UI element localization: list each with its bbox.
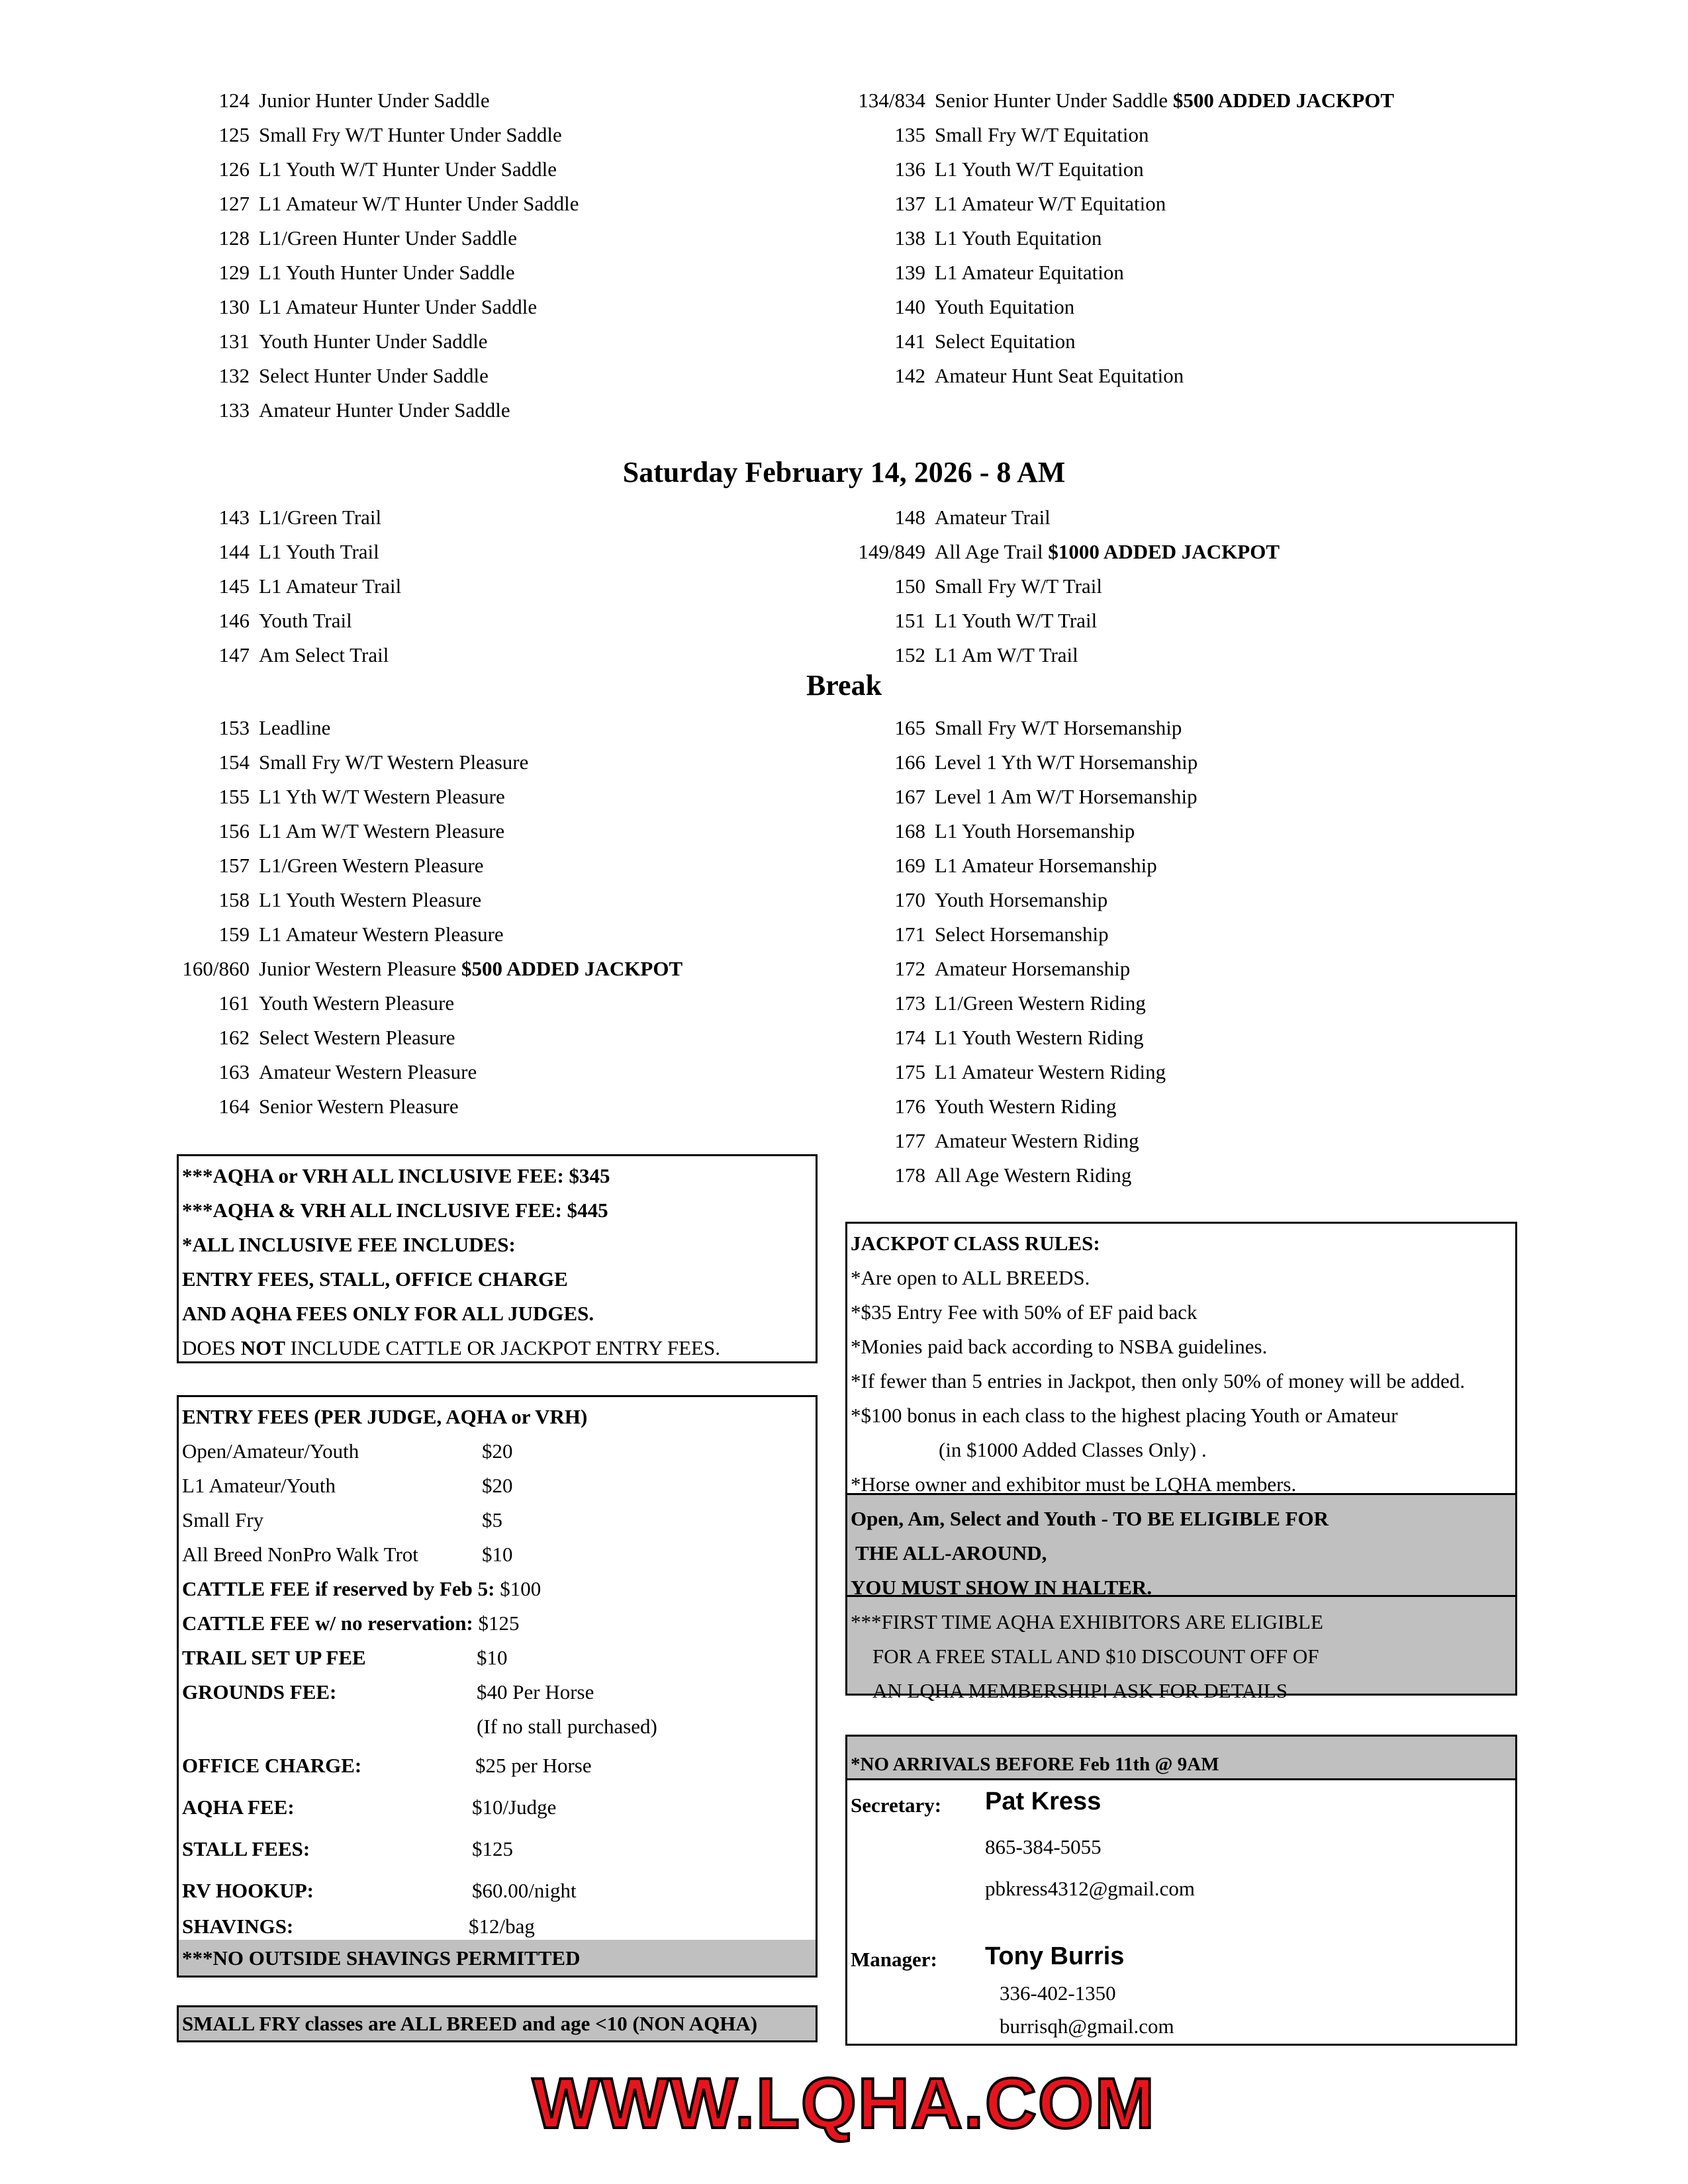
class-row: [846, 158, 1144, 181]
class-number: 178: [894, 1163, 925, 1187]
class-number: 157: [218, 854, 250, 877]
class-row: [846, 574, 1102, 598]
fee-smallfry-value: $5: [482, 1508, 502, 1531]
fee-cattle-reserved: CATTLE FEE if reserved by Feb 5: $100: [182, 1577, 541, 1600]
class-row: [175, 923, 504, 946]
class-name: Small Fry W/T Hunter Under Saddle: [259, 123, 562, 146]
fee-grounds-note: (If no stall purchased): [477, 1715, 657, 1738]
class-number: 169: [894, 854, 925, 877]
class-number: 137: [894, 192, 925, 215]
class-name: L1/Green Trail: [259, 506, 382, 529]
class-name: L1 Youth Equitation: [935, 226, 1102, 250]
class-name: Youth Western Riding: [935, 1095, 1117, 1118]
class-row: [846, 540, 1280, 564]
inclusive-line-4: ENTRY FEES, STALL, OFFICE CHARGE: [182, 1267, 568, 1291]
class-name: Youth Trail: [259, 609, 352, 632]
class-number: 125: [218, 123, 250, 146]
class-number: 135: [894, 123, 925, 146]
class-number: 148: [894, 506, 925, 529]
class-row: [846, 226, 1102, 250]
class-number: 127: [218, 192, 250, 215]
allaround-line-1: Open, Am, Select and Youth - TO BE ELIGIBLE FOR: [851, 1507, 1329, 1530]
fee-cattle-noreserve: CATTLE FEE w/ no reservation: $125: [182, 1612, 520, 1635]
inclusive-line-1: ***AQHA or VRH ALL INCLUSIVE FEE: $345: [182, 1164, 610, 1187]
class-row: [846, 123, 1149, 147]
fee-smallfry-label: Small Fry: [182, 1508, 264, 1531]
class-number: 128: [218, 226, 250, 250]
class-name: Select Western Pleasure: [259, 1026, 455, 1049]
first-time-line-1: ***FIRST TIME AQHA EXHIBITORS ARE ELIGIBLE: [851, 1610, 1323, 1633]
class-name: L1 Amateur Equitation: [935, 261, 1124, 284]
class-row: [846, 716, 1182, 740]
jackpot-label: $500 ADDED JACKPOT: [461, 957, 683, 980]
class-name: Level 1 Yth W/T Horsemanship: [935, 751, 1198, 774]
class-row: [175, 330, 488, 353]
fee-rv-value: $60.00/night: [472, 1879, 577, 1902]
class-name: Amateur Horsemanship: [935, 957, 1131, 980]
class-name: L1 Youth Western Riding: [935, 1026, 1144, 1049]
class-number: 139: [894, 261, 925, 284]
fee-shavings-label: SHAVINGS:: [182, 1915, 294, 1938]
class-row: [846, 819, 1135, 843]
saturday-heading: Saturday February 14, 2026 - 8 AM: [622, 456, 1066, 488]
class-name: Amateur Hunter Under Saddle: [259, 398, 510, 422]
class-name: Small Fry W/T Western Pleasure: [259, 751, 529, 774]
class-number: 154: [218, 751, 250, 774]
class-row: [846, 1129, 1139, 1153]
class-name: Youth Equitation: [935, 295, 1075, 318]
jackpot-label: $500 ADDED JACKPOT: [1172, 89, 1395, 112]
class-number: 126: [218, 158, 250, 181]
fee-trail-value: $10: [477, 1646, 508, 1669]
fee-shavings-value: $12/bag: [469, 1915, 535, 1938]
class-row: [175, 1060, 477, 1084]
class-row: [846, 923, 1109, 946]
class-number: 124: [218, 89, 250, 112]
jackpot-rule-3: *Monies paid back according to NSBA guidelines.: [851, 1335, 1268, 1358]
class-number: 162: [218, 1026, 250, 1049]
class-number: 143: [218, 506, 250, 529]
class-number: 167: [894, 785, 925, 808]
secretary-email: pbkress4312@gmail.com: [985, 1877, 1195, 1900]
inclusive-line-2: ***AQHA & VRH ALL INCLUSIVE FEE: $445: [182, 1199, 608, 1222]
class-number: 129: [218, 261, 250, 284]
class-row: [175, 991, 454, 1015]
class-name: Select Horsemanship: [935, 923, 1109, 946]
class-row: [846, 89, 1394, 113]
first-time-line-2: FOR A FREE STALL AND $10 DISCOUNT OFF OF: [872, 1645, 1319, 1668]
class-name: All Age Western Riding: [935, 1163, 1132, 1187]
class-number: 136: [894, 158, 925, 181]
class-row: [846, 751, 1197, 774]
class-name: Amateur Hunt Seat Equitation: [935, 364, 1184, 387]
class-row: [175, 716, 330, 740]
class-number: 174: [894, 1026, 925, 1049]
class-name: Small Fry W/T Horsemanship: [935, 716, 1182, 739]
inclusive-line-3: *ALL INCLUSIVE FEE INCLUDES:: [182, 1233, 516, 1256]
class-number: 149/849: [858, 540, 925, 563]
class-name: Small Fry W/T Trail: [935, 574, 1102, 598]
class-name: Junior Western Pleasure: [259, 957, 457, 980]
class-name: L1/Green Western Pleasure: [259, 854, 484, 877]
class-row: [175, 1026, 455, 1050]
class-row: [846, 330, 1076, 353]
class-number: 141: [894, 330, 925, 353]
secretary-name: Pat Kress: [985, 1788, 1102, 1815]
class-row: [846, 785, 1197, 809]
inclusive-line-6: DOES NOT INCLUDE CATTLE OR JACKPOT ENTRY FEES.: [182, 1336, 720, 1359]
class-name: Select Hunter Under Saddle: [259, 364, 489, 387]
class-row: [175, 506, 381, 529]
manager-label: Manager:: [851, 1948, 937, 1971]
class-row: [175, 158, 557, 181]
class-row: [175, 888, 481, 912]
no-outside-shavings: ***NO OUTSIDE SHAVINGS PERMITTED: [182, 1946, 581, 1970]
class-name: Senior Hunter Under Saddle: [935, 89, 1168, 112]
class-number: 166: [894, 751, 925, 774]
class-name: L1/Green Hunter Under Saddle: [259, 226, 517, 250]
class-number: 152: [894, 643, 925, 666]
class-number: 133: [218, 398, 250, 422]
class-number: 155: [218, 785, 250, 808]
fee-office-label: OFFICE CHARGE:: [182, 1754, 362, 1777]
class-name: L1 Youth W/T Equitation: [935, 158, 1144, 181]
class-number: 161: [218, 991, 250, 1015]
class-row: [846, 854, 1157, 878]
fee-l1-label: L1 Amateur/Youth: [182, 1474, 336, 1497]
class-number: 165: [894, 716, 925, 739]
class-row: [175, 364, 489, 388]
fee-office-value: $25 per Horse: [475, 1754, 592, 1777]
class-name: L1 Youth Western Pleasure: [259, 888, 482, 911]
class-row: [175, 89, 490, 113]
fee-stall-value: $125: [472, 1837, 513, 1860]
class-name: Level 1 Am W/T Horsemanship: [935, 785, 1197, 808]
class-name: Senior Western Pleasure: [259, 1095, 459, 1118]
manager-name: Tony Burris: [985, 1942, 1125, 1970]
fee-allbreed-label: All Breed NonPro Walk Trot: [182, 1543, 418, 1566]
fee-aqha-label: AQHA FEE:: [182, 1796, 295, 1819]
class-row: [175, 261, 515, 285]
class-name: Am Select Trail: [259, 643, 389, 666]
class-name: Junior Hunter Under Saddle: [259, 89, 490, 112]
class-row: [846, 364, 1184, 388]
class-row: [175, 123, 562, 147]
fees-title: ENTRY FEES (PER JUDGE, AQHA or VRH): [182, 1405, 588, 1428]
class-name: L1 Youth Trail: [259, 540, 379, 563]
class-name: Amateur Western Pleasure: [259, 1060, 477, 1083]
class-name: L1 Youth Hunter Under Saddle: [259, 261, 515, 284]
class-name: Youth Western Pleasure: [259, 991, 455, 1015]
allaround-line-3: YOU MUST SHOW IN HALTER.: [851, 1576, 1152, 1599]
class-row: [846, 192, 1166, 216]
class-number: 163: [218, 1060, 250, 1083]
class-row: [175, 819, 504, 843]
class-number: 131: [218, 330, 250, 353]
class-number: 170: [894, 888, 925, 911]
fee-trail-label: TRAIL SET UP FEE: [182, 1646, 366, 1669]
class-row: [175, 1095, 459, 1118]
class-name: Leadline: [259, 716, 331, 739]
class-name: L1 Youth Horsemanship: [935, 819, 1135, 842]
fee-aqha-value: $10/Judge: [472, 1796, 557, 1819]
class-number: 130: [218, 295, 250, 318]
break-heading: Break: [806, 669, 882, 702]
class-number: 138: [894, 226, 925, 250]
fee-grounds-label: GROUNDS FEE:: [182, 1680, 337, 1704]
class-number: 153: [218, 716, 250, 739]
class-row: [846, 888, 1107, 912]
fee-stall-label: STALL FEES:: [182, 1837, 310, 1860]
class-name: L1 Youth W/T Hunter Under Saddle: [259, 158, 557, 181]
class-name: Amateur Western Riding: [935, 1129, 1139, 1152]
class-row: [846, 609, 1097, 633]
jackpot-rule-4: *If fewer than 5 entries in Jackpot, then only 50% of money will be added.: [851, 1369, 1466, 1392]
class-name: L1 Amateur W/T Hunter Under Saddle: [259, 192, 579, 215]
class-name: L1 Amateur Western Pleasure: [259, 923, 504, 946]
class-name: L1 Amateur Hunter Under Saddle: [259, 295, 538, 318]
class-number: 142: [894, 364, 925, 387]
website-url[interactable]: WWW.LQHA.COM: [532, 2063, 1156, 2143]
class-row: [175, 574, 401, 598]
class-name: L1 Amateur Horsemanship: [935, 854, 1157, 877]
class-row: [846, 1095, 1117, 1118]
class-number: 168: [894, 819, 925, 842]
secretary-label: Secretary:: [851, 1794, 942, 1817]
manager-phone: 336-402-1350: [1000, 1981, 1116, 2005]
fee-open-value: $20: [482, 1439, 513, 1463]
class-number: 145: [218, 574, 250, 598]
inclusive-line-5: AND AQHA FEES ONLY FOR ALL JUDGES.: [182, 1302, 594, 1325]
class-name: L1 Youth W/T Trail: [935, 609, 1098, 632]
smallfry-note: SMALL FRY classes are ALL BREED and age <10 (NON AQHA): [182, 2012, 758, 2035]
class-number: 150: [894, 574, 925, 598]
class-number: 173: [894, 991, 925, 1015]
class-number: 175: [894, 1060, 925, 1083]
class-row: [846, 991, 1146, 1015]
fee-l1-value: $20: [482, 1474, 513, 1497]
class-number: 146: [218, 609, 250, 632]
class-name: Youth Horsemanship: [935, 888, 1108, 911]
class-row: [175, 226, 517, 250]
class-name: Amateur Trail: [935, 506, 1051, 529]
class-row: [846, 295, 1074, 319]
class-number: 177: [894, 1129, 925, 1152]
fee-allbreed-value: $10: [482, 1543, 513, 1566]
jackpot-rule-5: *$100 bonus in each class to the highest placing Youth or Amateur: [851, 1404, 1398, 1427]
class-row: [175, 192, 579, 216]
class-row: [175, 609, 352, 633]
class-number: 132: [218, 364, 250, 387]
jackpot-rule-6: (in $1000 Added Classes Only) .: [939, 1438, 1207, 1461]
fee-rv-label: RV HOOKUP:: [182, 1879, 314, 1902]
class-row: [846, 1060, 1166, 1084]
class-number: 164: [218, 1095, 250, 1118]
class-number: 147: [218, 643, 250, 666]
class-number: 134/834: [858, 89, 925, 112]
class-row: [175, 957, 682, 981]
class-row: [175, 398, 510, 422]
class-number: 144: [218, 540, 250, 563]
class-row: [846, 261, 1124, 285]
jackpot-label: $1000 ADDED JACKPOT: [1048, 540, 1280, 563]
class-name: L1 Yth W/T Western Pleasure: [259, 785, 505, 808]
class-name: All Age Trail: [935, 540, 1043, 563]
class-row: [175, 540, 379, 564]
jackpot-rule-7: *Horse owner and exhibitor must be LQHA members.: [851, 1473, 1297, 1496]
class-name: L1 Amateur W/T Equitation: [935, 192, 1166, 215]
first-time-line-3: AN LQHA MEMBERSHIP! ASK FOR DETAILS: [872, 1679, 1288, 1702]
class-row: [846, 643, 1078, 667]
class-row: [846, 957, 1130, 981]
class-row: [175, 785, 505, 809]
class-number: 176: [894, 1095, 925, 1118]
class-number: 158: [218, 888, 250, 911]
class-number: 160/860: [182, 957, 250, 980]
class-number: 140: [894, 295, 925, 318]
jackpot-rule-2: *$35 Entry Fee with 50% of EF paid back: [851, 1300, 1197, 1324]
class-row: [175, 295, 537, 319]
allaround-line-2: THE ALL-AROUND,: [855, 1541, 1047, 1565]
fee-grounds-value: $40 Per Horse: [477, 1680, 594, 1704]
class-row: [175, 854, 484, 878]
jackpot-title: JACKPOT CLASS RULES:: [851, 1232, 1100, 1255]
class-number: 172: [894, 957, 925, 980]
class-row: [846, 506, 1051, 529]
class-number: 151: [894, 609, 925, 632]
class-row: [175, 643, 389, 667]
class-name: L1 Am W/T Trail: [935, 643, 1078, 666]
class-row: [175, 751, 528, 774]
class-number: 171: [894, 923, 925, 946]
class-number: 156: [218, 819, 250, 842]
jackpot-rule-1: *Are open to ALL BREEDS.: [851, 1266, 1090, 1289]
class-name: L1/Green Western Riding: [935, 991, 1146, 1015]
class-name: Small Fry W/T Equitation: [935, 123, 1149, 146]
class-name: Select Equitation: [935, 330, 1076, 353]
manager-email: burrisqh@gmail.com: [1000, 2015, 1174, 2038]
class-name: L1 Amateur Trail: [259, 574, 402, 598]
class-row: [846, 1163, 1131, 1187]
class-row: [846, 1026, 1144, 1050]
arrivals-note: *NO ARRIVALS BEFORE Feb 11th @ 9AM: [851, 1754, 1219, 1775]
secretary-phone: 865-384-5055: [985, 1835, 1102, 1858]
fee-open-label: Open/Amateur/Youth: [182, 1439, 359, 1463]
divider: [845, 1778, 1517, 1780]
class-name: L1 Amateur Western Riding: [935, 1060, 1166, 1083]
class-name: Youth Hunter Under Saddle: [259, 330, 488, 353]
class-name: L1 Am W/T Western Pleasure: [259, 819, 505, 842]
class-number: 159: [218, 923, 250, 946]
